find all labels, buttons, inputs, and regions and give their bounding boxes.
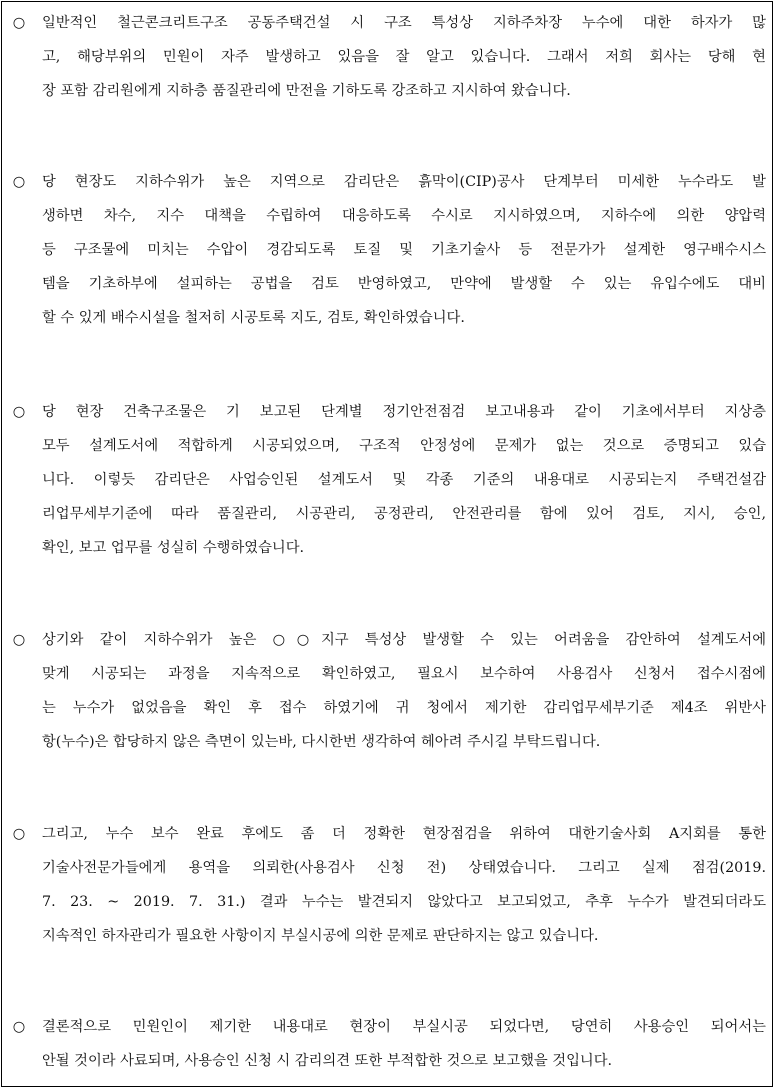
bullet-circle: ○ <box>12 174 26 190</box>
bullet-circle: ○ <box>12 826 26 842</box>
paragraph-3 <box>2 395 773 565</box>
bullet-circle: ○ <box>12 15 26 31</box>
text-line: 지속적인 하자관리가 필요한 사항이지 부실시공에 의한 문제로 판단하지는 않고 있습니다. <box>42 928 599 944</box>
text-line: 템을 기초하부에 설피하는 공법을 검토 반영하였고, 만약에 발생할 수 있는 유입수에도 대비 <box>42 276 766 292</box>
text-line: 리업무세부기준에 따라 품질관리, 시공관리, 공정관리, 안전관리를 함에 있어 검토, 지시, 승인, <box>42 506 766 522</box>
text-line: 기술사전문가들에게 용역을 의뢰한(사용검사 신청 전) 상태였습니다. 그리고 실제 점검(2019. <box>42 860 766 876</box>
paragraph-5 <box>2 817 773 953</box>
text-line: 는 누수가 없었음을 확인 후 접수 하였기에 귀 청에서 제기한 감리업무세부기준 제4조 위반사 <box>42 700 766 716</box>
text-line: 당 현장도 지하수위가 높은 지역으로 감리단은 흙막이(CIP)공사 단계부터 미세한 누수라도 발 <box>42 174 766 190</box>
text-line: 항(누수)은 합당하지 않은 측면이 있는바, 다시한번 생각하여 헤아려 주시길 부탁드립니다. <box>42 734 601 750</box>
text-line: 등 구조물에 미치는 수압이 경감되도록 토질 및 기초기술사 등 전문가가 설계한 영구배수시스 <box>42 242 766 258</box>
text-line: 맞게 시공되는 과정을 지속적으로 확인하였고, 필요시 보수하여 사용검사 신청서 접수시점에 <box>42 666 766 682</box>
text-line: 니다. 이렇듯 감리단은 사업승인된 설계도서 및 각종 기준의 내용대로 시공되는지 주택건설감 <box>42 472 766 488</box>
paragraph-2 <box>2 165 773 335</box>
text-line: 확인, 보고 업무를 성실히 수행하였습니다. <box>42 540 305 556</box>
bullet-circle: ○ <box>12 404 26 420</box>
text-line: 생하면 차수, 지수 대책을 수립하여 대응하도록 수시로 지시하였으며, 지하수에 의한 양압력 <box>42 208 766 224</box>
text-line: 결론적으로 민원인이 제기한 내용대로 현장이 부실시공 되었다면, 당연히 사용승인 되어서는 <box>42 1019 766 1035</box>
paragraph-6 <box>2 1010 773 1078</box>
text-line: 고, 해당부위의 민원이 자주 발생하고 있음을 잘 알고 있습니다. 그래서 저희 회사는 당해 현 <box>42 49 766 65</box>
text-line: 그리고, 누수 보수 완료 후에도 좀 더 정확한 현장점검을 위하여 대한기술사회 A지회를 통한 <box>42 826 766 842</box>
text-line: 상기와 같이 지하수위가 높은 ○○지구 특성상 발생할 수 있는 어려움을 감안하여 설계도서에 <box>42 632 766 648</box>
paragraph-1 <box>2 6 773 108</box>
bullet-circle: ○ <box>12 1019 26 1035</box>
text-line: 할 수 있게 배수시설을 철저히 시공토록 지도, 검토, 확인하였습니다. <box>42 310 465 326</box>
bullet-circle: ○ <box>12 632 26 648</box>
text-line: 장 포함 감리원에게 지하층 품질관리에 만전을 기하도록 강조하고 지시하여 왔습니다. <box>42 83 571 99</box>
text-line: 모두 설계도서에 적합하게 시공되었으며, 구조적 안정성에 문제가 없는 것으로 증명되고 있습 <box>42 438 766 454</box>
text-line: 안될 것이라 사료되며, 사용승인 신청 시 감리의견 또한 부적합한 것으로 보고했을 것입니다. <box>42 1053 613 1069</box>
text-line: 일반적인 철근콘크리트구조 공동주택건설 시 구조 특성상 지하주차장 누수에 대한 하자가 많 <box>42 15 766 31</box>
text-line: 7. 23. ~ 2019. 7. 31.) 결과 누수는 발견되지 않았다고 보고되었고, 추후 누수가 발견되더라도 <box>42 894 766 910</box>
paragraph-4 <box>2 623 773 759</box>
text-line: 당 현장 건축구조물은 기 보고된 단계별 정기안전점검 보고내용과 같이 기초에서부터 지상층 <box>42 404 766 420</box>
document-page <box>1 1 773 1087</box>
